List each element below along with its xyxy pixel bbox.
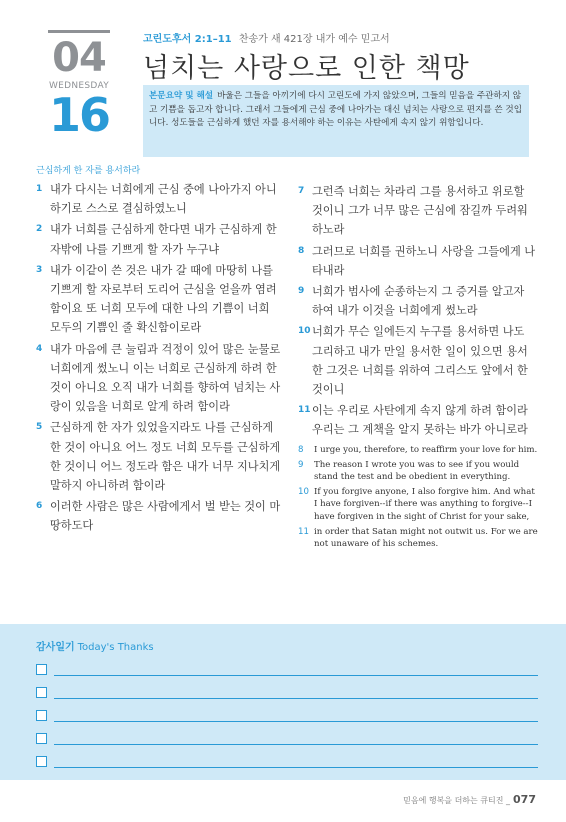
verse-text: If you forgive anyone, I also forgive him. And what I have forgiven--if there was anything to forgive--I have forgiven in the sight of Christ for your sake, xyxy=(314,487,535,522)
verse-text: 너희가 무슨 일에든지 누구를 용서하면 나도 그리하고 내가 만일 용서한 일이 있으면 용서한 그것은 너희를 위하여 그리스도 앞에서 한 것이니 xyxy=(312,325,528,397)
verse-text: The reason I wrote you was to see if you would stand the test and be obedient in everything. xyxy=(314,459,520,483)
verse-text: 내가 마음에 큰 눌림과 걱정이 있어 많은 눈물로 너희에게 썼노니 이는 너희로 근심하게 하려 한 것이 아니요 오직 내가 너희를 향하여 넘치는 사랑이 있음을 너희로 알게 하려 함이라 xyxy=(50,342,281,414)
thanks-entry[interactable] xyxy=(36,756,538,770)
thanks-title-korean: 감사일기 xyxy=(36,642,75,653)
verse-number: 8 xyxy=(298,444,304,455)
thanks-entry[interactable] xyxy=(36,687,538,701)
verse xyxy=(36,261,281,338)
checkbox[interactable] xyxy=(36,733,47,744)
writing-line[interactable] xyxy=(54,767,538,768)
writing-line[interactable] xyxy=(54,675,538,676)
verse-number: 11 xyxy=(298,526,309,537)
verse-text: I urge you, therefore, to reaffirm your love for him. xyxy=(314,444,538,455)
passage-subheading: 근심하게 한 자를 용서하라 xyxy=(36,166,141,176)
thanks-entry[interactable] xyxy=(36,710,538,724)
thanks-entry[interactable] xyxy=(36,664,538,678)
verse-number: 3 xyxy=(36,264,43,275)
english-verse xyxy=(298,444,538,456)
footer-text: 믿음에 행복을 더하는 큐티진 _ xyxy=(403,796,511,805)
date-divider xyxy=(48,30,110,33)
verse xyxy=(36,340,281,417)
thanks-title-english: Today's Thanks xyxy=(77,642,154,653)
scripture-reference-line xyxy=(143,30,390,45)
writing-line[interactable] xyxy=(54,744,538,745)
verse xyxy=(36,497,281,535)
passage-left-column xyxy=(36,163,281,538)
checkbox[interactable] xyxy=(36,664,47,675)
english-verse xyxy=(298,486,538,523)
verse-text: 이러한 사람은 많은 사람에게서 벌 받는 것이 마땅하도다 xyxy=(50,500,281,533)
hymn-reference: 찬송가 새 421장 내가 예수 믿고서 xyxy=(238,34,390,45)
date-month: 04 xyxy=(52,35,106,81)
verse-text: 근심하게 한 자가 있었을지라도 나를 근심하게 한 것이 아니요 어느 정도 너희 모두를 근심하게 한 것이니 어느 정도라 함은 내가 너무 지나치게 말하지 아니하려 함이라 xyxy=(50,421,281,493)
verse-number: 9 xyxy=(298,459,304,470)
thanks-diary xyxy=(0,624,566,780)
verse-number: 5 xyxy=(36,422,43,433)
summary-label: 본문요약 및 해설 xyxy=(149,91,214,101)
page-number: 077 xyxy=(513,793,536,806)
verse xyxy=(298,242,538,280)
verse-number: 2 xyxy=(36,224,43,235)
verse-number: 9 xyxy=(298,286,305,297)
verse xyxy=(36,180,281,218)
english-verse xyxy=(298,459,538,483)
verse xyxy=(36,418,281,495)
verse-number: 11 xyxy=(298,405,311,416)
writing-line[interactable] xyxy=(54,721,538,722)
summary-text: 바울은 그들을 아끼기에 다시 고린도에 가지 않았으며, 그들의 믿음을 주관하지 않고 기쁨을 돕고자 합니다. 그래서 그들에게 근심 중에 나아가는 대신 넘치는 사랑으로 편지를 쓴 것입니다. 성도들을 근심하게 했던 자를 용서해야 하는 이유는 사탄에게 속지 않기 위함입니다. xyxy=(149,91,523,128)
page-footer xyxy=(403,793,536,806)
passage-right-column xyxy=(298,182,538,553)
verse-number: 10 xyxy=(298,326,311,337)
verse-text: 그러므로 너희를 권하노니 사랑을 그들에게 나타내라 xyxy=(312,244,536,277)
writing-line[interactable] xyxy=(54,698,538,699)
verse-text: 내가 이같이 쓴 것은 내가 갈 때에 마땅히 나를 기쁘게 할 자로부터 도리어 근심을 얻을까 염려함이요 또 너희 모두에 대한 나의 기쁨이 너희 모두의 기쁨인 줄 확신함이로라 xyxy=(50,263,277,335)
verse xyxy=(298,182,538,240)
verse xyxy=(298,401,538,439)
verse-number: 1 xyxy=(36,184,43,194)
date-weekday: WEDNESDAY xyxy=(48,81,110,91)
checkbox[interactable] xyxy=(36,756,47,767)
verse xyxy=(298,282,538,320)
verse xyxy=(298,322,538,399)
english-verse xyxy=(298,526,538,550)
page-title: 넘치는 사랑으로 인한 책망 xyxy=(143,53,470,84)
checkbox[interactable] xyxy=(36,710,47,721)
summary-box xyxy=(143,85,529,157)
date-day: 16 xyxy=(48,88,109,142)
thanks-entry[interactable] xyxy=(36,733,538,747)
verse-text: 너희가 범사에 순종하는지 그 증거를 알고자 하여 내가 이것을 너희에게 썼노라 xyxy=(312,285,525,318)
verse-text: 이는 우리로 사탄에게 속지 않게 하려 함이라 우리는 그 계책을 알지 못하는 바가 아니로라 xyxy=(312,404,528,437)
verse-text: 내가 다시는 너희에게 근심 중에 나아가지 아니하기로 스스로 결심하였노니 xyxy=(50,183,277,216)
thanks-title xyxy=(36,638,154,653)
verse-text: 그런즉 너희는 차라리 그를 용서하고 위로할 것이니 그가 너무 많은 근심에 잠길까 두려워하노라 xyxy=(312,185,528,237)
verse-number: 6 xyxy=(36,501,43,512)
scripture-reference: 고린도후서 2:1–11 xyxy=(143,34,232,45)
verse-number: 4 xyxy=(36,343,43,354)
verse-number: 10 xyxy=(298,487,309,498)
verse-number: 8 xyxy=(298,245,305,256)
checkbox[interactable] xyxy=(36,687,47,698)
verse-number: 7 xyxy=(298,186,305,196)
verse xyxy=(36,220,281,258)
date-block xyxy=(48,30,110,142)
verse-text: in order that Satan might not outwit us. For we are not unaware of his schemes. xyxy=(314,526,538,550)
verse-text: 내가 너희를 근심하게 한다면 내가 근심하게 한 자밖에 나를 기쁘게 할 자가 누구냐 xyxy=(50,223,277,256)
